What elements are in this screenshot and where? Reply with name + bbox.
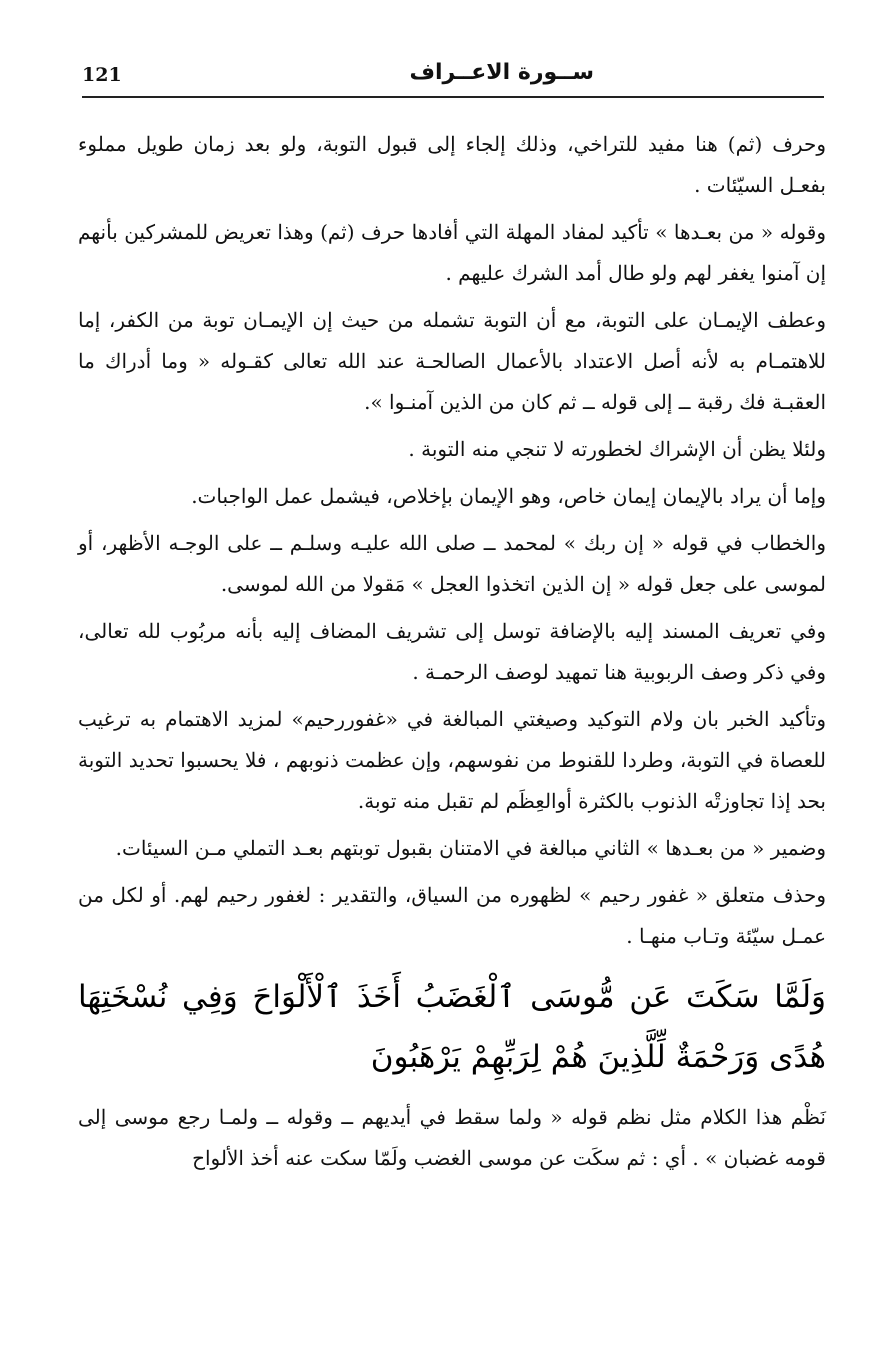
page-header bbox=[82, 58, 824, 98]
closing-paragraph: نَظْم هذا الكلام مثل نظم قوله « ولما سقط في أيديهم ــ وقوله ــ ولمـا رجع موسى إلى قومه غضبان » . أي : ثم سكَت عن موسى الغضب ولَمّا سكت عنه أخذ الألواح bbox=[78, 1105, 826, 1170]
quran-verse: وَلَمَّا سَكَتَ عَن مُّوسَى ٱلْغَضَبُ أَخَذَ ٱلْأَلْوَاحَ وَفِي نُسْخَتِهَا هُدًى وَرَحْمَةٌ لِّلَّذِينَ هُمْ لِرَبِّهِمْ يَرْهَبُونَ bbox=[78, 979, 826, 1075]
page-number: 121 bbox=[82, 64, 122, 86]
paragraph-8: وتأكيد الخبر بان ولام التوكيد وصيغتي المبالغة في «غفوررحيم» لمزيد الاهتمام به ترغيب للعصاة في التوبة، وطردا للقنوط من نفوسهم، وإن عظمت ذنوبهم ، فلا يحسبوا تحديد التوبة بحد إذا تجاوزتْه الذنوب بالكثرة أوالعِظَم لم تقبل منه توبة. bbox=[78, 707, 826, 813]
paragraph-6: والخطاب في قوله « إن ربك » لمحمد ــ صلى الله عليـه وسلـم ــ على الوجـه الأظهر، أو لموسى على جعل قوله « إن الذين اتخذوا العجل » مَقولا من الله لموسى. bbox=[78, 531, 826, 596]
paragraph-9: وضمير « من بعـدها » الثاني مبالغة في الامتنان بقبول توبتهم بعـد التملي مـن السيئات. bbox=[115, 836, 826, 860]
paragraph-10: وحذف متعلق « غفور رحيم » لظهوره من السياق، والتقدير : لغفور رحيم لهم. أو لكل من عمـل سيّئة وتـاب منهـا . bbox=[78, 883, 826, 948]
paragraph-1: وحرف (ثم) هنا مفيد للتراخي، وذلك إلجاء إلى قبول التوبة، ولو بعد زمان طويل مملوء بفعـل السيّئات . bbox=[78, 132, 826, 197]
paragraph-4: ولئلا يظن أن الإشراك لخطورته لا تنجي منه التوبة . bbox=[408, 437, 826, 461]
page-body bbox=[78, 124, 826, 1185]
paragraph-5: وإما أن يراد بالإيمان إيمان خاص، وهو الإيمان بإخلاص، فيشمل عمل الواجبات. bbox=[191, 484, 826, 508]
paragraph-7: وفي تعريف المسند إليه بالإضافة توسل إلى تشريف المضاف إليه بأنه مربُوب لله تعالى، وفي ذكر وصف الربوبية هنا تمهيد لوصف الرحمـة . bbox=[78, 619, 826, 684]
surah-title: ســورة الاعــراف bbox=[409, 60, 594, 85]
paragraph-3: وعطف الإيمـان على التوبة، مع أن التوبة تشمله من حيث إن الإيمـان توبة من الكفر، إما للاهتمـام به لأنه أصل الاعتداد بالأعمال الصالحـة عند الله تعالى كقـوله « وما أدراك ما العقبـة فك رقبة ــ إلى قوله ــ ثم كان من الذين آمنـوا ». bbox=[78, 308, 826, 414]
header-divider bbox=[82, 96, 824, 98]
paragraph-2: وقوله « من بعـدها » تأكيد لمفاد المهلة التي أفادها حرف (ثم) وهذا تعريض للمشركين بأنهم إن آمنوا يغفر لهم ولو طال أمد الشرك عليهم . bbox=[78, 220, 826, 285]
